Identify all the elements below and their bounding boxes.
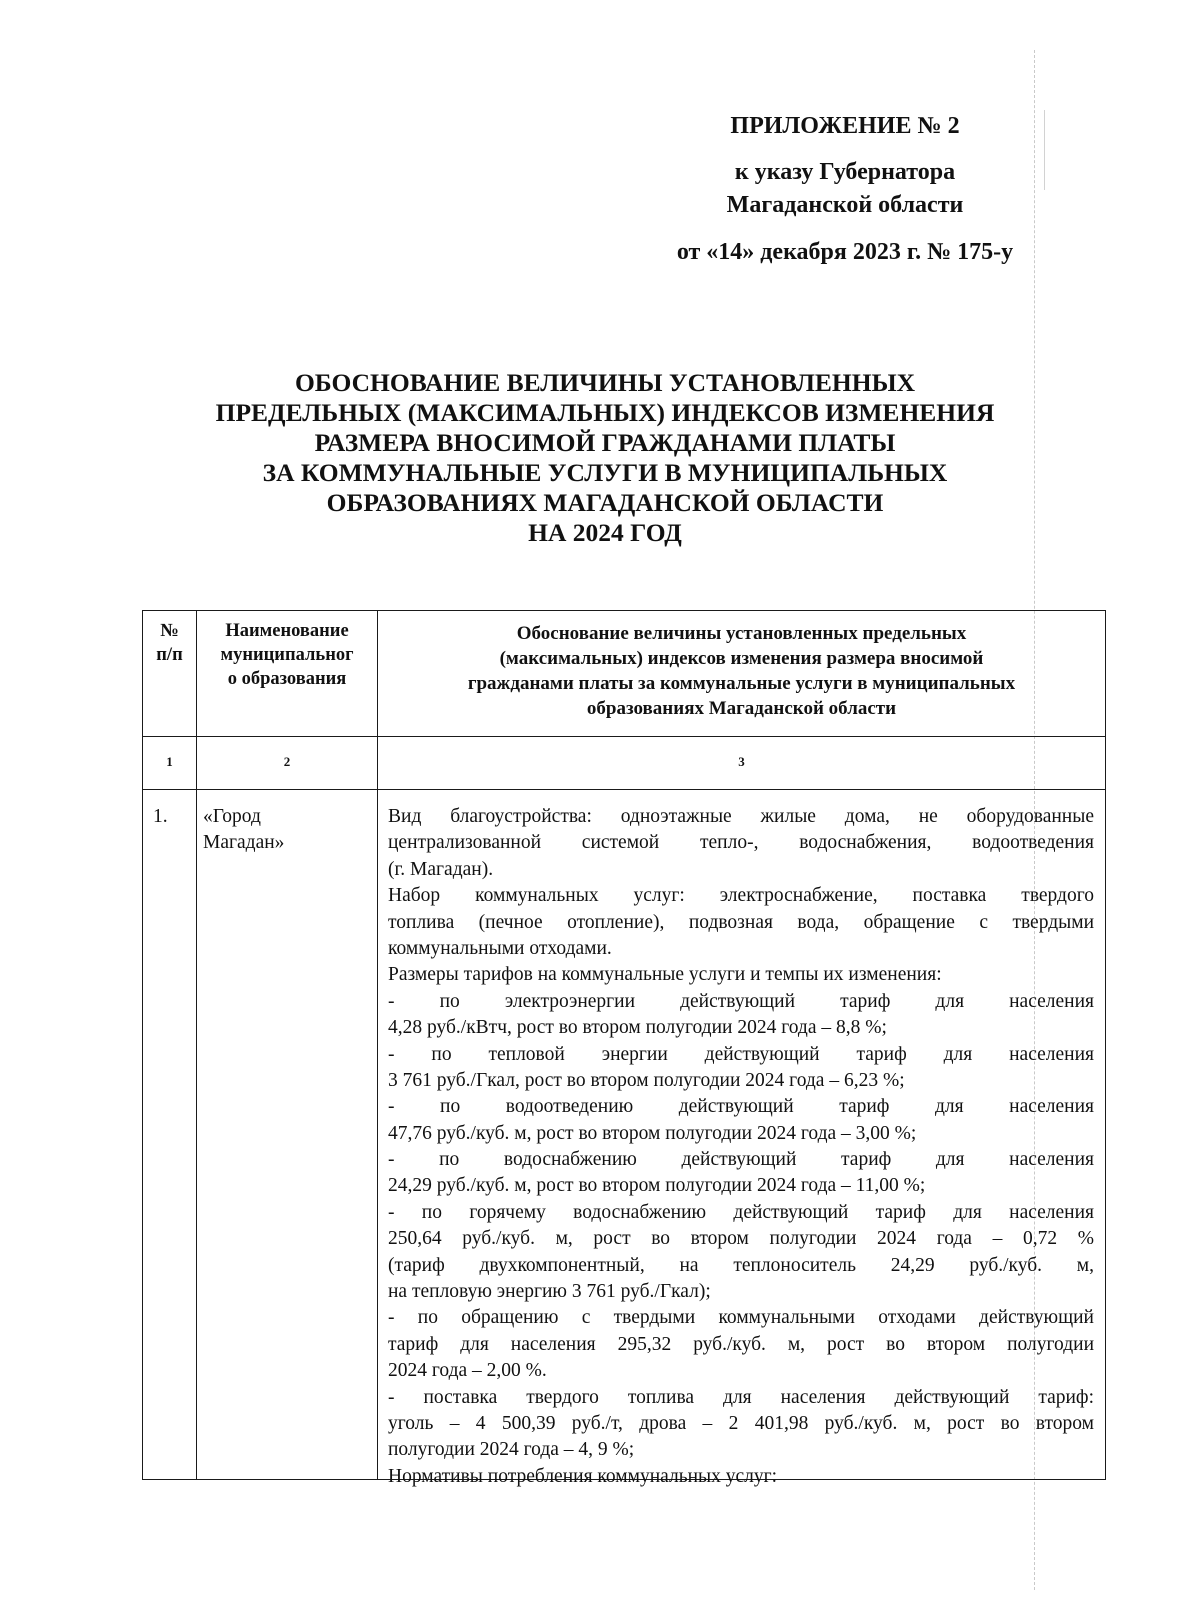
table-row-divider: [143, 736, 1105, 737]
justification-line: Набор коммунальных услуг: электроснабжение, поставка твердого: [388, 885, 1094, 907]
header-name-line: о образования: [227, 669, 347, 689]
appendix-date: от «14» декабря 2023 г. № 175-у: [676, 239, 1014, 265]
header-number-line: п/п: [156, 645, 183, 665]
justification-line: на тепловую энергию 3 761 руб./Гкал);: [388, 1281, 711, 1303]
appendix-title: ПРИЛОЖЕНИЕ № 2: [730, 113, 960, 139]
justification-line: (тариф двухкомпонентный, на теплоноситель 24,29 руб./куб. м,: [388, 1254, 1094, 1276]
justification-line: Размеры тарифов на коммунальные услуги и темпы их изменения:: [388, 964, 942, 986]
justification-line: Нормативы потребления коммунальных услуг:: [388, 1465, 778, 1487]
justification-line: - по тепловой энергии действующий тариф для населения: [388, 1043, 1094, 1065]
scan-fold-mark: [1044, 110, 1045, 190]
justification-line: уголь – 4 500,39 руб./т, дрова – 2 401,98 руб./куб. м, рост во втором: [388, 1412, 1094, 1434]
justification-line: 24,29 руб./куб. м, рост во втором полугодии 2024 года – 11,00 %;: [388, 1175, 926, 1197]
justification-line: 4,28 руб./кВтч, рост во втором полугодии 2024 года – 8,8 %;: [388, 1017, 887, 1039]
column-number-2: 2: [283, 754, 291, 769]
row-justification-text: [388, 804, 1094, 1490]
column-number-3: 3: [738, 754, 745, 769]
header-number: [143, 619, 196, 667]
header-number-line: №: [160, 621, 179, 641]
header-name-line: муниципальног: [220, 645, 354, 665]
justification-line: 47,76 руб./куб. м, рост во втором полугодии 2024 года – 3,00 %;: [388, 1122, 917, 1144]
header-justification-line: гражданами платы за коммунальные услуги в муниципальных: [467, 673, 1016, 694]
justification-line: централизованной системой тепло-, водоснабжения, водоотведения: [388, 832, 1094, 854]
title-line: РАЗМЕРА ВНОСИМОЙ ГРАЖДАНАМИ ПЛАТЫ: [314, 428, 896, 457]
justification-line: - по водоснабжению действующий тариф для населения: [388, 1149, 1094, 1171]
title-line: ПРЕДЕЛЬНЫХ (МАКСИМАЛЬНЫХ) ИНДЕКСОВ ИЗМЕНЕНИЯ: [215, 398, 995, 427]
municipality-name-line: «Город: [203, 806, 261, 827]
header-justification-line: (максимальных) индексов изменения размера вносимой: [499, 648, 984, 669]
header-justification: [378, 621, 1105, 721]
row-number: 1.: [153, 806, 168, 827]
justification-line: полугодии 2024 года – 4, 9 %;: [388, 1439, 635, 1461]
header-justification-line: образованиях Магаданской области: [586, 698, 897, 719]
justification-line: - по обращению с твердыми коммунальными отходами действующий: [388, 1307, 1094, 1329]
justification-line: 250,64 руб./куб. м, рост во втором полугодии 2024 года – 0,72 %: [388, 1228, 1094, 1250]
appendix-reference-line-1: к указу Губернатора: [734, 159, 956, 185]
justification-line: - по электроэнергии действующий тариф для населения: [388, 990, 1094, 1012]
header-municipality-name: [197, 619, 377, 691]
municipality-name-line: Магадан»: [203, 832, 285, 854]
title-line: ЗА КОММУНАЛЬНЫЕ УСЛУГИ В МУНИЦИПАЛЬНЫХ: [262, 458, 948, 487]
document-title: [150, 368, 1060, 548]
title-line: ОБРАЗОВАНИЯХ МАГАДАНСКОЙ ОБЛАСТИ: [326, 488, 884, 517]
row-municipality-name: [203, 804, 373, 857]
title-line: НА 2024 ГОД: [528, 518, 682, 547]
justification-line: 3 761 руб./Гкал, рост во втором полугодии 2024 года – 6,23 %;: [388, 1069, 905, 1091]
header-justification-line: Обоснование величины установленных предельных: [516, 623, 967, 644]
justification-line: - поставка твердого топлива для населения действующий тариф:: [388, 1386, 1094, 1408]
justification-line: (г. Магадан).: [388, 858, 494, 880]
justification-table: [142, 610, 1106, 1487]
justification-line: тариф для населения 295,32 руб./куб. м, рост во втором полугодии: [388, 1333, 1094, 1355]
justification-line: - по горячему водоснабжению действующий тариф для населения: [388, 1201, 1094, 1223]
title-line: ОБОСНОВАНИЕ ВЕЛИЧИНЫ УСТАНОВЛЕННЫХ: [294, 368, 916, 397]
column-number-1: 1: [166, 754, 173, 769]
header-name-line: Наименование: [225, 621, 349, 641]
table-column-divider: [196, 611, 197, 1479]
justification-line: - по водоотведению действующий тариф для населения: [388, 1096, 1094, 1118]
appendix-block: [650, 110, 1040, 269]
justification-line: топлива (печное отопление), подвозная вода, обращение с твердыми: [388, 911, 1094, 933]
justification-line: 2024 года – 2,00 %.: [388, 1360, 547, 1382]
table-row-divider: [143, 789, 1105, 790]
justification-line: Вид благоустройства: одноэтажные жилые дома, не оборудованные: [388, 806, 1094, 827]
appendix-reference-line-2: Магаданской области: [726, 192, 964, 218]
table-column-divider: [377, 611, 378, 1479]
justification-line: коммунальными отходами.: [388, 937, 612, 959]
